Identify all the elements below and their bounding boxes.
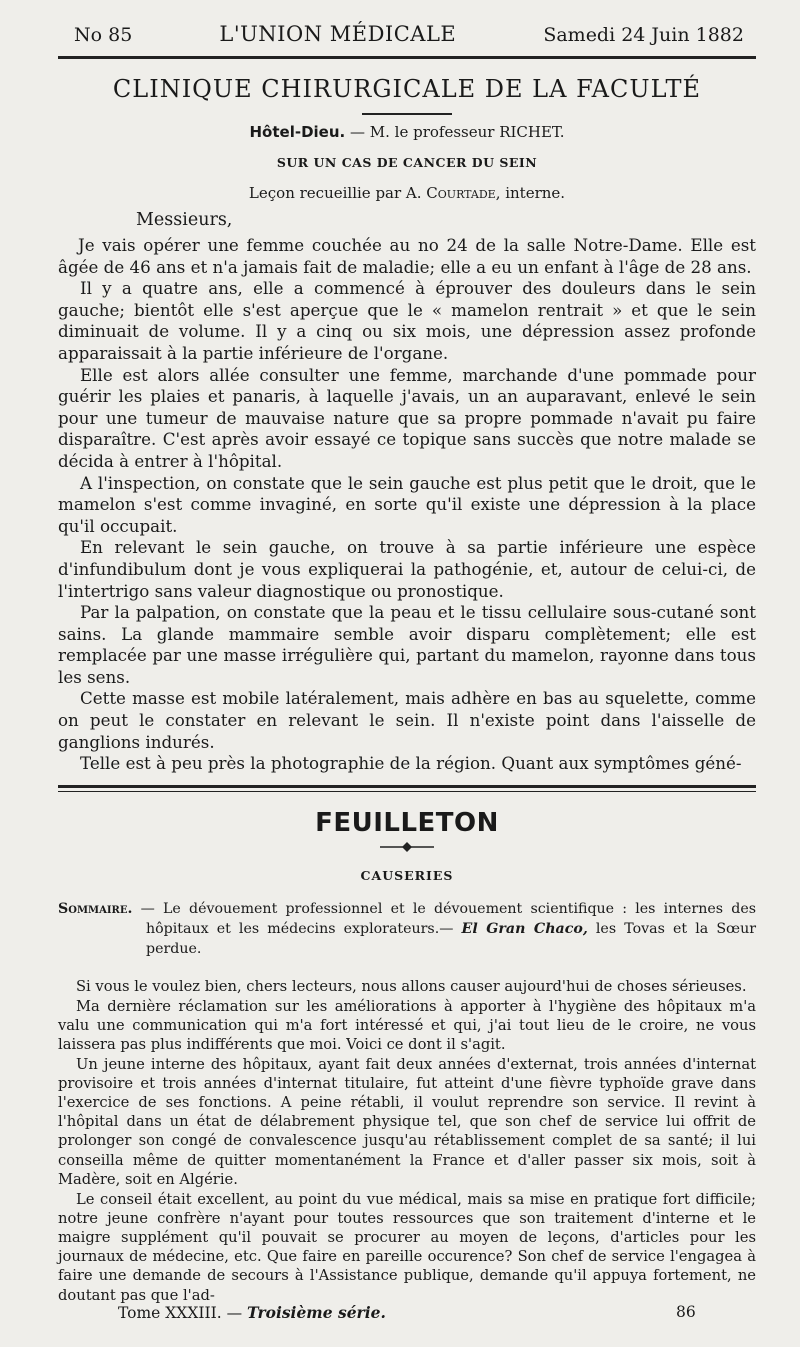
section-title: CLINIQUE CHIRURGICALE DE LA FACULTÉ: [112, 75, 702, 103]
sommaire-text-a: — Le dévouement professionnel et le dévouement scientifique : les internes des hôpitaux et les médecins explorateurs.—: [132, 900, 756, 937]
sommaire-italic: El Gran Chaco,: [461, 920, 588, 937]
sommaire: [58, 899, 756, 959]
journal-title: L'UNION MÉDICALE: [219, 22, 457, 46]
feuilleton-paragraph: Un jeune interne des hôpitaux, ayant fait deux années d'externat, trois années d'internat provisoire et trois années d'internat titulaire, fut atteint d'une fièvre typhoïde grave dans l'exercice de ses fonctions. A peine rétabli, il voulut reprendre son service. Il revint à l'hôpital dans un état de délabrement physique tel, que son chef de service lui offrit de prolonger son congé de convalescence jusqu'au rétablissement complet de sa santé; il lui conseilla même de quitter momentanément la France et d'aller passer six mois, soit à Madère, soit en Algérie.: [58, 1055, 756, 1188]
header-rule: [58, 56, 756, 59]
sommaire-label: Sommaire.: [58, 900, 133, 917]
article-paragraph: Telle est à peu près la photographie de la région. Quant aux symptômes géné-: [80, 753, 742, 774]
feuilleton-subtitle: CAUSERIES: [360, 867, 454, 883]
salutation: Messieurs,: [136, 210, 233, 230]
venue-professor: — M. le professeur RICHET.: [345, 123, 565, 141]
feuilleton-rule-thick: [58, 785, 756, 788]
lecture-credit: [58, 184, 756, 202]
tome-info: [118, 1303, 386, 1322]
lecture-prefix: Leçon recueillie par A.: [248, 184, 427, 202]
ornament-icon: [380, 842, 434, 852]
feuilleton-paragraph: Si vous le voulez bien, chers lecteurs, nous allons causer aujourd'hui de choses sérieuses.: [76, 977, 747, 995]
article-paragraph: Par la palpation, on constate que la peau et le tissu cellulaire sous-cutané sont sains. La glande mammaire semble avoir disparu complètement; elle est remplacée par une masse irrégulière qui, partant du mamelon, rayonne dans tous les sens.: [58, 602, 756, 687]
tome-series: Troisième série.: [247, 1303, 386, 1322]
article-paragraph: Elle est alors allée consulter une femme, marchande d'une pommade pour guérir les plaies et panaris, à laquelle j'avais, un an auparavant, enlevé le sein pour une tumeur de mauvaise nature que sa propre pommade n'avait pu faire disparaître. C'est après avoir essayé ce topique sans succès que notre malade se décida à entrer à l'hôpital.: [58, 364, 756, 471]
venue-line: [58, 123, 756, 141]
page-header: [58, 22, 756, 46]
lecture-author: Courtade: [426, 184, 496, 202]
feuilleton-body: [58, 977, 756, 1305]
article-paragraph: Cette masse est mobile latéralement, mais adhère en bas au squelette, comme on peut le constater en relevant le sein. Il n'existe point dans l'aisselle de ganglions indurés.: [58, 688, 756, 752]
article-paragraph: Il y a quatre ans, elle a commencé à éprouver des douleurs dans le sein gauche; bientôt elle s'est aperçue que le « mamelon rentrait » et que le sein diminuait de volume. Il y a cinq ou six mois, une dépression assez profonde apparaissait à la partie inférieure de l'organe.: [58, 278, 756, 363]
issue-number: No 85: [74, 24, 133, 46]
article-paragraph: A l'inspection, on constate que le sein gauche est plus petit que le droit, que le mamelon s'est comme invaginé, en sorte qu'il existe une dépression à la place qu'il occupait.: [58, 472, 756, 536]
venue-name: Hôtel-Dieu.: [249, 123, 346, 141]
issue-date: Samedi 24 Juin 1882: [543, 24, 744, 46]
title-rule: [362, 113, 452, 115]
ornament-divider: [58, 842, 756, 854]
feuilleton-rule-thin: [58, 791, 756, 792]
lecture-suffix: , interne.: [495, 184, 566, 202]
article-body: [58, 235, 756, 775]
sommaire-text-b: les Tovas et la Sœur perdue.: [146, 920, 757, 957]
tome-prefix: Tome XXXIII. —: [118, 1304, 248, 1322]
article-paragraph: En relevant le sein gauche, on trouve à sa partie inférieure une espèce d'infundibulum dont je vous expliquerai la pathogénie, et, autour de celui-ci, de l'intertrigo sans valeur diagnostique ou pronostique.: [58, 537, 756, 601]
page-number: 86: [676, 1303, 696, 1321]
feuilleton-paragraph: Le conseil était excellent, au point du vue médical, mais sa mise en pratique fort difficile; notre jeune confrère n'ayant pour toutes ressources que son traitement d'interne et le maigre supplément qu'il pouvait se procurer au moyen de leçons, d'articles pour les journaux de médecine, etc. Que faire en pareille occurence? Son chef de service l'engagea à faire une demande de secours à l'Assistance publique, demande qu'il appuya fortement, ne doutant pas que l'ad-: [58, 1190, 756, 1304]
article-subject: SUR UN CAS DE CANCER DU SEIN: [276, 155, 538, 170]
article-paragraph: Je vais opérer une femme couchée au no 24 de la salle Notre-Dame. Elle est âgée de 46 ans et n'a jamais fait de maladie; elle a eu un enfant à l'âge de 28 ans.: [58, 235, 756, 277]
feuilleton-paragraph: Ma dernière réclamation sur les améliorations à apporter à l'hygiène des hôpitaux m'a valu une communication qui m'a fort intéressé et qui, j'ai tout lieu de le croire, ne vous laissera pas plus indifférents que moi. Voici ce dont il s'agit.: [58, 997, 756, 1053]
feuilleton-title: FEUILLETON: [315, 807, 499, 838]
